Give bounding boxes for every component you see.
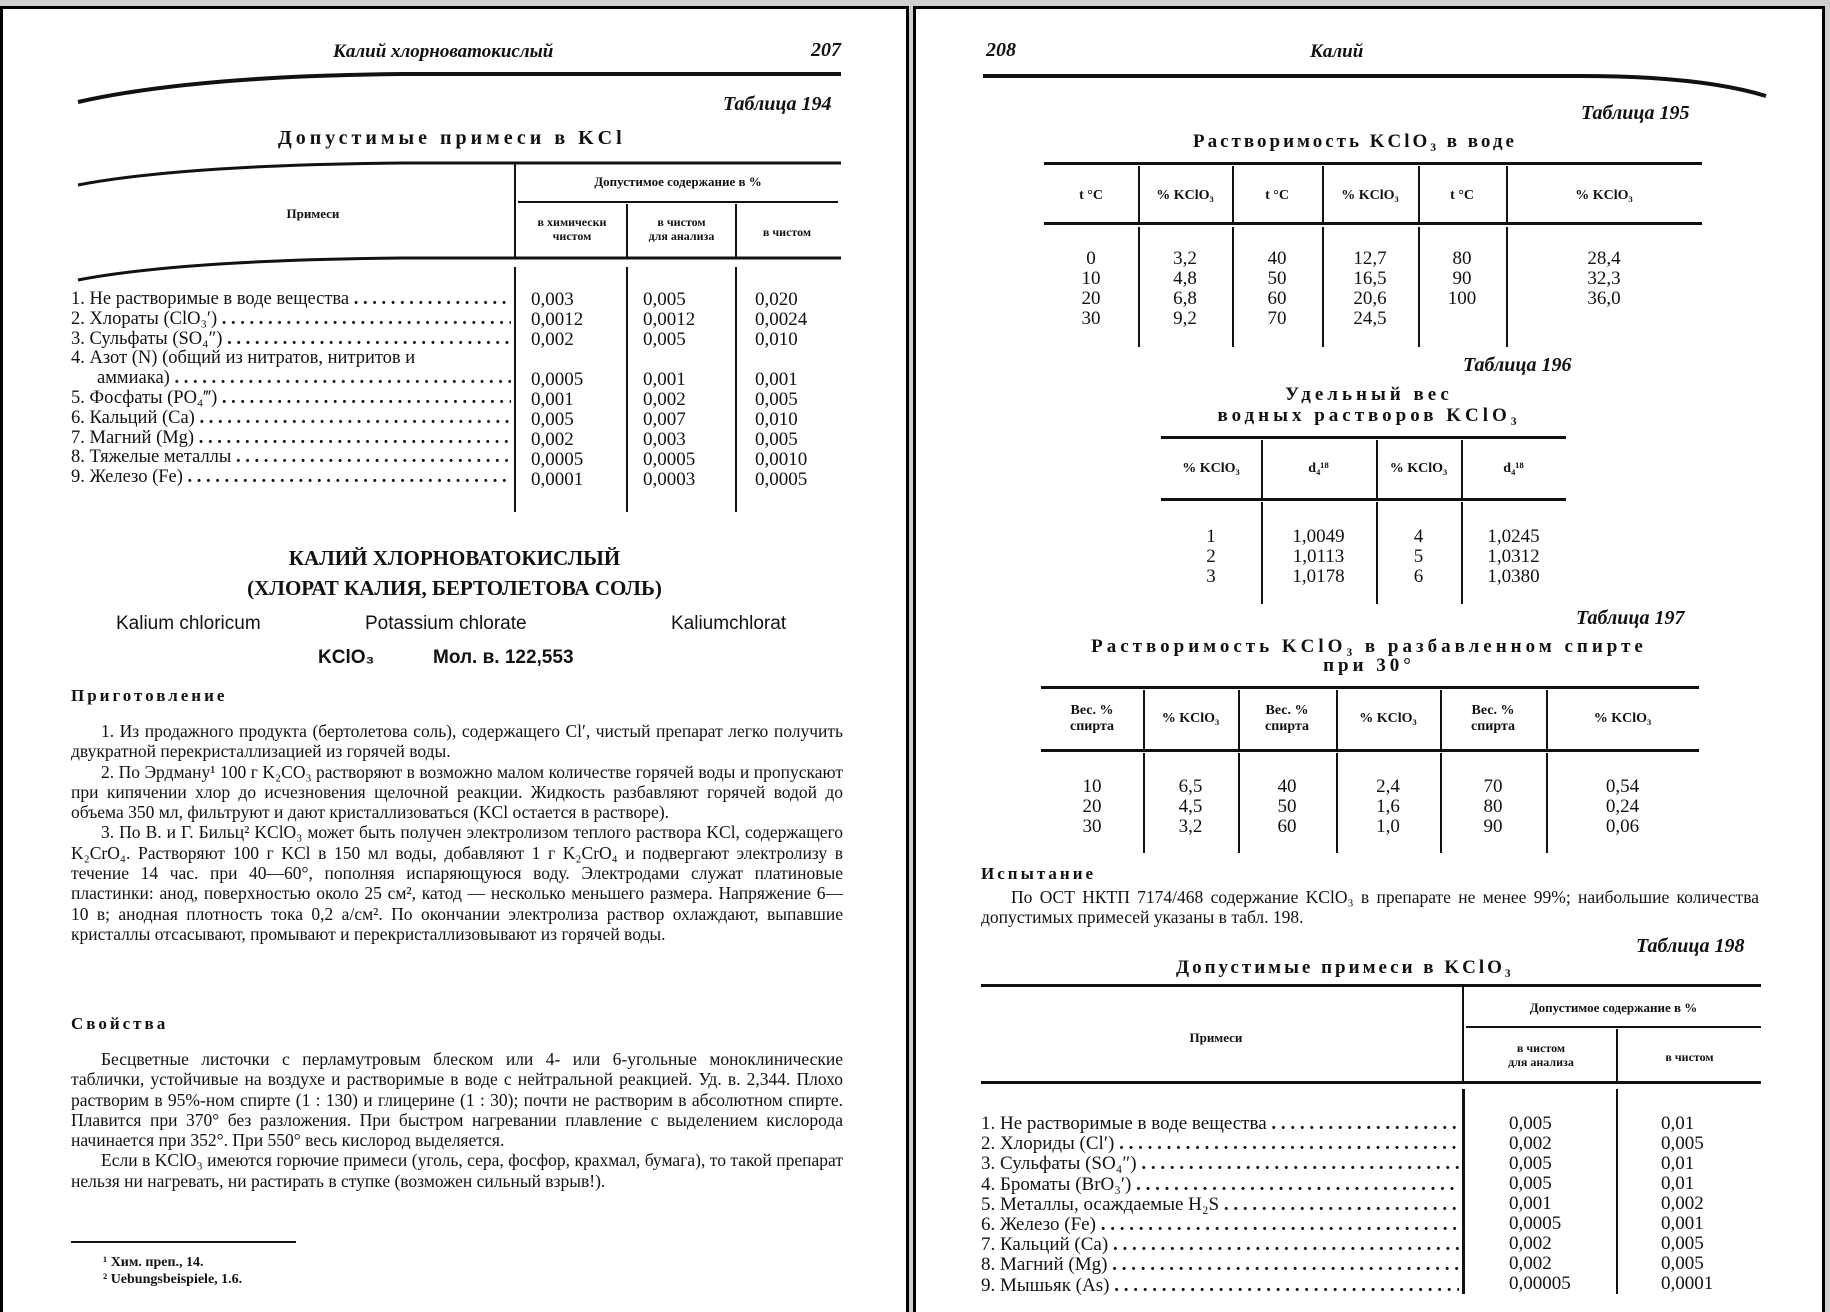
cell: 0,010 (755, 409, 798, 430)
header-line: t °C (1265, 188, 1289, 203)
header-line: t °C (1079, 188, 1103, 203)
cell: 36,0 (1587, 288, 1621, 309)
cell: 0,020 (755, 289, 798, 310)
cell: 0,005 (643, 329, 686, 350)
table-row: 8. Тяжелые металлы . . . (71, 448, 511, 468)
table196-header-cell (1461, 461, 1566, 477)
table198-divider (1462, 1089, 1465, 1294)
cell: 40 (1267, 248, 1287, 269)
cell: 1,0 (1376, 816, 1400, 837)
header-line: для анализа (648, 229, 715, 243)
header-line: в чистом (1516, 1041, 1566, 1055)
cell: 0,0005 (1509, 1213, 1562, 1234)
table197-top-rule (1041, 686, 1699, 689)
table197-header-rule (1041, 749, 1699, 752)
preparation-text (71, 721, 843, 944)
table195-divider (1232, 166, 1234, 222)
cell: 0,005 (643, 289, 686, 310)
table195-divider (1138, 227, 1140, 347)
table-row: 6. Кальций (Ca) . . . (71, 409, 511, 429)
table197-header-cell (1546, 711, 1699, 727)
header-line: в чистом (657, 215, 706, 229)
cell: 0,0005 (531, 449, 584, 470)
table-row: 1. Не растворимые в воде вещества . . . (71, 290, 511, 310)
cell: 0,01 (1661, 1153, 1695, 1174)
table196-label: Таблица 196 (1463, 354, 1572, 376)
cell: 80 (1452, 248, 1472, 269)
cell: 100 (1447, 288, 1477, 309)
cell: 4,8 (1173, 268, 1197, 289)
paragraph: Бесцветные листочки с перламутровым блеском или 4- или 6-угольные моноклинические таблички, устойчивые на воздухе и растворимые в воде с нейтральной реакцией. Уд. в. 2,344. Плохо растворим в 95%-ном спирте (1 : 130) и глицерине (1 : 30); почти не растворим в абсолютном спирте. Плавится при 370° без разложения. При быстром нагревании плавление с выделением кислорода начинается при 352°. При 550° весь кислород выделяется. (71, 1049, 843, 1151)
table196-divider (1376, 440, 1378, 498)
cell: 0,0012 (531, 309, 584, 330)
table197-header-cell (1238, 703, 1336, 735)
left-page (0, 6, 909, 1312)
cell: 30 (1081, 308, 1101, 329)
cell: 60 (1277, 816, 1297, 837)
cell: 5 (1413, 546, 1424, 567)
table194-title: Допустимые примеси в KCl (278, 127, 626, 149)
mol-weight: Мол. в. 122,553 (433, 647, 574, 668)
cell: 16,5 (1353, 268, 1387, 289)
cell: 6 (1413, 566, 1424, 587)
cell: 32,3 (1587, 268, 1621, 289)
header-line: % KClO₃ (1359, 711, 1417, 726)
table196-header-cell (1376, 461, 1461, 477)
table198-divider (1616, 1089, 1618, 1294)
cell: 0,001 (1509, 1193, 1552, 1214)
cell: 0,54 (1605, 776, 1640, 797)
cell: 0,002 (1509, 1253, 1552, 1274)
table-row: 4. Броматы (BrO₃′) . . . (981, 1175, 1459, 1195)
table-row: 2. Хлораты (ClO₃′) . . . (71, 310, 511, 330)
table195-label: Таблица 195 (1581, 102, 1690, 124)
table195-column (1506, 249, 1702, 309)
cell: 1,0380 (1487, 566, 1540, 587)
cell: 4 (1413, 526, 1424, 547)
cell: 0,06 (1605, 816, 1640, 837)
table198-subheader-rule (1466, 1026, 1761, 1028)
table194-label: Таблица 194 (723, 93, 832, 115)
table197-header-cell (1336, 711, 1440, 727)
table197-divider (1238, 753, 1240, 853)
table197-divider (1440, 753, 1442, 853)
cell: 90 (1483, 816, 1503, 837)
table194-subheader-rule (518, 201, 838, 203)
table195-header-cell (1138, 188, 1232, 204)
cell: 1,6 (1376, 796, 1400, 817)
table196-divider (1376, 502, 1378, 604)
table197-divider (1546, 753, 1548, 853)
header-line: % KClO₃ (1161, 711, 1220, 726)
table197-header-cell (1440, 703, 1546, 735)
table196-title-line1: Удельный вес (1285, 384, 1453, 405)
table197-column (1440, 777, 1546, 837)
cell: 0,005 (1661, 1233, 1704, 1254)
table195-column (1044, 249, 1138, 329)
cell: 0,007 (643, 409, 686, 430)
table196-divider (1261, 502, 1263, 604)
running-title: Калий (1310, 41, 1364, 62)
table196-divider (1461, 502, 1463, 604)
table194-values-col2 (643, 290, 733, 490)
table196-top-rule (1161, 436, 1566, 439)
header-line: Вес. % (1471, 703, 1515, 718)
cell: 0,005 (1509, 1113, 1552, 1134)
table195-divider (1418, 227, 1420, 347)
table194-divider (514, 267, 516, 512)
header-line: спирта (1471, 719, 1515, 734)
table198-col-group: Допустимое содержание в % (1529, 1000, 1698, 1015)
cell: 1,0113 (1292, 546, 1345, 567)
cell: 6,8 (1173, 288, 1197, 309)
table194-col-impurity: Примеси (286, 206, 340, 221)
table-row: 9. Железо (Fe) . . . (71, 468, 511, 488)
cell: 0,005 (1509, 1153, 1552, 1174)
cell: 20 (1082, 796, 1102, 817)
table195-divider (1506, 166, 1508, 222)
table198-label: Таблица 198 (1636, 935, 1745, 957)
cell: 9,2 (1173, 308, 1197, 329)
cell: 3,2 (1173, 248, 1197, 269)
table196-column (1461, 527, 1566, 587)
cell: 0,0001 (531, 469, 584, 490)
cell: 0,001 (531, 389, 574, 410)
table197-title-line1: Растворимость KClO₃ в разбавленном спирте (1091, 636, 1647, 657)
right-page (913, 6, 1825, 1312)
table-row: 3. Сульфаты (SO₄″) . . . (981, 1154, 1459, 1174)
table198-col-1 (1466, 1041, 1616, 1069)
header-line: Вес. % (1265, 703, 1309, 718)
cell: 0 (1086, 248, 1096, 269)
testing-text (981, 887, 1759, 928)
table197-divider (1238, 690, 1240, 749)
cell: 1,0178 (1292, 566, 1345, 587)
paragraph: 3. По В. и Г. Бильц² KClO₃ может быть получен электролизом теплого раствора KCl, содержащего K₂CrO₄. Растворяют 100 г KCl в 150 мл воды, добавляют 1 г K₂CrO₄ и подвергают электролизу в течение 14 час. при 40—60°, пополняя испаряющуюся воду. Электродами служат платиновые пластинки: анод, поверхностью около 25 см², катод — несколько меньшего размера. Напряжение 6—10 в; анодная плотность тока 0,2 а/см². По окончании электролиза раствор охлаждают, выпавшие кристаллы отсасывают, промывают и перекристаллизовывают из горячей воды. (71, 822, 843, 944)
table194-col-2 (628, 215, 735, 243)
table197-column (1546, 777, 1699, 837)
running-title: Калий хлорноватокислый (333, 41, 554, 62)
cell: 0,005 (755, 429, 798, 450)
table197-divider (1336, 690, 1338, 749)
footnote-rule (71, 1241, 296, 1243)
header-line: % KClO₃ (1156, 188, 1214, 203)
cell: 1,0312 (1487, 546, 1540, 567)
cell: 12,7 (1353, 248, 1387, 269)
header-line: d₄¹⁸ (1308, 461, 1329, 476)
table196-column (1161, 527, 1261, 587)
paragraph: 2. По Эрдману¹ 100 г K₂CO₃ растворяют в возможно малом количестве горячей воды и пропускают при кипячении хлор до исчезновения щелочной реакции. Жидкость разбавляют горячей водой до объема 350 мл, фильтруют и дают кристаллизоваться (KCl остается в растворе). (71, 761, 843, 823)
table-row: 1. Не растворимые в воде вещества . . . (981, 1114, 1459, 1134)
table198-impurity-list (981, 1114, 1459, 1296)
table197-divider (1440, 690, 1442, 749)
table198-top-rule (981, 984, 1761, 987)
table-row: 4. Азот (N) (общий из нитратов, нитритов и (71, 349, 416, 369)
table198-title: Допустимые примеси в KClO₃ (1176, 957, 1514, 978)
table198-values-col2 (1661, 1114, 1751, 1294)
cell: 70 (1483, 776, 1503, 797)
cell: 0,01 (1661, 1113, 1695, 1134)
cell: 3,2 (1178, 816, 1203, 837)
table197-column (1143, 777, 1238, 837)
table-row: 8. Магний (Mg) . . . (981, 1255, 1459, 1275)
cell: 0,002 (1509, 1133, 1552, 1154)
name-english: Potassium chlorate (365, 613, 527, 634)
table197-title-line2: при 30° (1323, 655, 1415, 676)
table-row: 9. Мышьяк (As) . . . (981, 1276, 1459, 1296)
table196-header-cell (1161, 461, 1261, 477)
header-rule (981, 64, 1771, 104)
cell: 40 (1277, 776, 1297, 797)
table-row: 5. Фосфаты (PO₄‴) . . . (71, 389, 511, 409)
name-german: Kaliumchlorat (671, 613, 787, 634)
section-properties: Свойства (71, 1014, 169, 1033)
table194-divider (514, 164, 516, 259)
cell: 3 (1206, 566, 1216, 587)
cell: 0,00005 (1509, 1273, 1571, 1294)
table-row: 7. Магний (Mg) . . . (71, 429, 511, 449)
cell: 0,002 (531, 329, 574, 350)
cell: 10 (1081, 268, 1101, 289)
table197-header-cell (1143, 711, 1238, 727)
header-line: спирта (1265, 719, 1309, 734)
table197-column (1336, 777, 1440, 837)
table194-divider (626, 267, 628, 512)
cell: 0,001 (643, 369, 686, 390)
header-line: спирта (1070, 719, 1114, 734)
cell: 50 (1277, 796, 1297, 817)
paragraph: Если в KClO₃ имеются горючие примеси (уголь, сера, фосфор, крахмал, бумага), то такой препарат нельзя ни нагревать, ни растирать в ступке (возможен сильный взрыв!). (71, 1150, 843, 1191)
table198-col-2: в чистом (1665, 1050, 1714, 1064)
table195-title: Растворимость KClO₃ в воде (1193, 131, 1517, 152)
header-line: чистом (552, 229, 592, 243)
cell: 10 (1082, 776, 1102, 797)
table195-header-cell (1322, 188, 1418, 204)
cell: 0,0012 (643, 309, 696, 330)
table198-col-impurity: Примеси (1189, 1030, 1243, 1045)
footnotes (103, 1254, 242, 1288)
cell: 28,4 (1587, 248, 1621, 269)
cell: 0,003 (531, 289, 574, 310)
table195-divider (1418, 166, 1420, 222)
header-line: d₄¹⁸ (1503, 461, 1524, 476)
cell: 0,005 (1661, 1133, 1704, 1154)
footnote: ¹ Хим. преп., 14. (103, 1255, 204, 1270)
cell: 20,6 (1353, 288, 1387, 309)
cell: 1,0049 (1292, 526, 1345, 547)
table197-divider (1336, 753, 1338, 853)
table195-column (1138, 249, 1232, 329)
cell: 30 (1082, 816, 1102, 837)
cell: 0,0005 (755, 469, 808, 490)
table195-column (1418, 249, 1506, 309)
table194-divider (735, 267, 737, 512)
cell: 4,5 (1178, 796, 1203, 817)
table-row: 2. Хлориды (Cl′) . . . (981, 1134, 1459, 1154)
table-row: 7. Кальций (Ca) . . . (981, 1235, 1459, 1255)
table198-values-col1 (1509, 1114, 1599, 1294)
table195-header-cell (1044, 188, 1138, 204)
table196-header-cell (1261, 461, 1376, 477)
table196-divider (1261, 440, 1263, 498)
paragraph: 1. Из продажного продукта (бертолетова соль), содержащего Cl′, чистый препарат легко получить двукратной перекристаллизацией из горячей воды. (71, 721, 843, 762)
cell: 6,5 (1178, 776, 1203, 797)
table195-top-rule (1044, 162, 1702, 165)
cell: 2 (1206, 546, 1216, 567)
cell: 0,005 (755, 389, 798, 410)
table195-header-cell (1418, 188, 1506, 204)
table194-header-rule (73, 252, 843, 282)
cell: 0,0003 (643, 469, 696, 490)
table195-divider (1322, 166, 1324, 222)
cell: 2,4 (1376, 776, 1400, 797)
table195-divider (1322, 227, 1324, 347)
table197-column (1238, 777, 1336, 837)
table-row: 6. Железо (Fe) . . . (981, 1215, 1459, 1235)
section-testing: Испытание (981, 864, 1097, 883)
table194-col-3: в чистом (762, 225, 812, 239)
paragraph: По ОСТ НКТП 7174/468 содержание KClO₃ в препарате не менее 99%; наибольшие количества допустимых примесей указаны в табл. 198. (981, 887, 1759, 928)
article-heading: КАЛИЙ ХЛОРНОВАТОКИСЛЫЙ (288, 546, 621, 570)
cell: 70 (1267, 308, 1287, 329)
cell: 20 (1081, 288, 1101, 309)
cell: 0,0005 (643, 449, 696, 470)
header-line: % KClO₃ (1341, 188, 1399, 203)
table196-header-rule (1161, 498, 1566, 501)
cell: 1,0245 (1487, 526, 1540, 547)
table195-column (1232, 249, 1322, 329)
table195-header-cell (1506, 188, 1702, 204)
table196-column (1376, 527, 1461, 587)
article-subheading: (ХЛОРАТ КАЛИЯ, БЕРТОЛЕТОВА СОЛЬ) (247, 576, 662, 600)
cell: 0,002 (531, 429, 574, 450)
section-preparation: Приготовление (71, 686, 228, 705)
cell: 0,005 (1509, 1173, 1552, 1194)
cell: 0,0024 (755, 309, 808, 330)
cell: 90 (1452, 268, 1472, 289)
header-line: % KClO₃ (1593, 711, 1652, 726)
properties-text (71, 1049, 843, 1191)
page-number: 208 (986, 39, 1016, 61)
table196-title-line2: водных растворов KClO₃ (1217, 405, 1521, 426)
table195-divider (1506, 227, 1508, 347)
cell: 80 (1483, 796, 1503, 817)
table197-column (1041, 777, 1143, 837)
cell: 0,0005 (531, 369, 584, 390)
page-number: 207 (811, 39, 841, 61)
table197-divider (1546, 690, 1548, 749)
cell: 0,001 (755, 369, 798, 390)
table-row: аммиака) . . . (71, 369, 511, 389)
table197-divider (1143, 753, 1145, 853)
table194-values-col1 (531, 290, 621, 490)
table198-divider (1462, 986, 1464, 1083)
table194-col-1 (518, 215, 626, 243)
table197-header-cell (1041, 703, 1143, 735)
cell: 0,002 (643, 389, 686, 410)
cell: 0,0010 (755, 449, 808, 470)
header-line: t °C (1450, 188, 1474, 203)
name-latin: Kalium chloricum (116, 613, 261, 634)
cell: 0,24 (1605, 796, 1640, 817)
header-line: Вес. % (1070, 703, 1114, 718)
cell: 0,01 (1661, 1173, 1695, 1194)
table-row: 3. Сульфаты (SO₄″) . . . (71, 330, 511, 350)
header-line: в химически (537, 215, 607, 229)
formula: KClO₃ (318, 647, 375, 668)
header-line: для анализа (1508, 1055, 1574, 1069)
table198-header-rule (981, 1081, 1761, 1084)
cell: 0,002 (1509, 1233, 1552, 1254)
cell: 0,003 (643, 429, 686, 450)
table195-divider (1232, 227, 1234, 347)
table195-header-cell (1232, 188, 1322, 204)
table195-header-rule (1044, 222, 1702, 225)
table195-column (1322, 249, 1418, 329)
table196-column (1261, 527, 1376, 587)
table197-divider (1143, 690, 1145, 749)
cell: 0,0001 (1661, 1273, 1714, 1294)
table194-impurity-list (71, 290, 511, 488)
cell: 50 (1267, 268, 1287, 289)
header-line: % KClO₃ (1575, 188, 1633, 203)
cell: 24,5 (1353, 308, 1387, 329)
table-row: 5. Металлы, осаждаемые H₂S . . . (981, 1195, 1459, 1215)
header-line: % KClO₃ (1389, 461, 1448, 476)
table195-divider (1138, 166, 1140, 222)
table197-label: Таблица 197 (1576, 607, 1685, 629)
cell: 0,010 (755, 329, 798, 350)
header-line: % KClO₃ (1182, 461, 1240, 476)
cell: 0,005 (531, 409, 574, 430)
table196-divider (1461, 440, 1463, 498)
cell: 1 (1206, 526, 1216, 547)
cell: 0,001 (1661, 1213, 1704, 1234)
table194-values-col3 (755, 290, 845, 490)
cell: 0,002 (1661, 1193, 1704, 1214)
table194-col-group: Допустимое содержание в % (594, 174, 762, 189)
cell: 60 (1267, 288, 1287, 309)
cell: 0,005 (1661, 1253, 1704, 1274)
footnote: ² Uebungsbeispiele, 1.6. (103, 1272, 243, 1287)
